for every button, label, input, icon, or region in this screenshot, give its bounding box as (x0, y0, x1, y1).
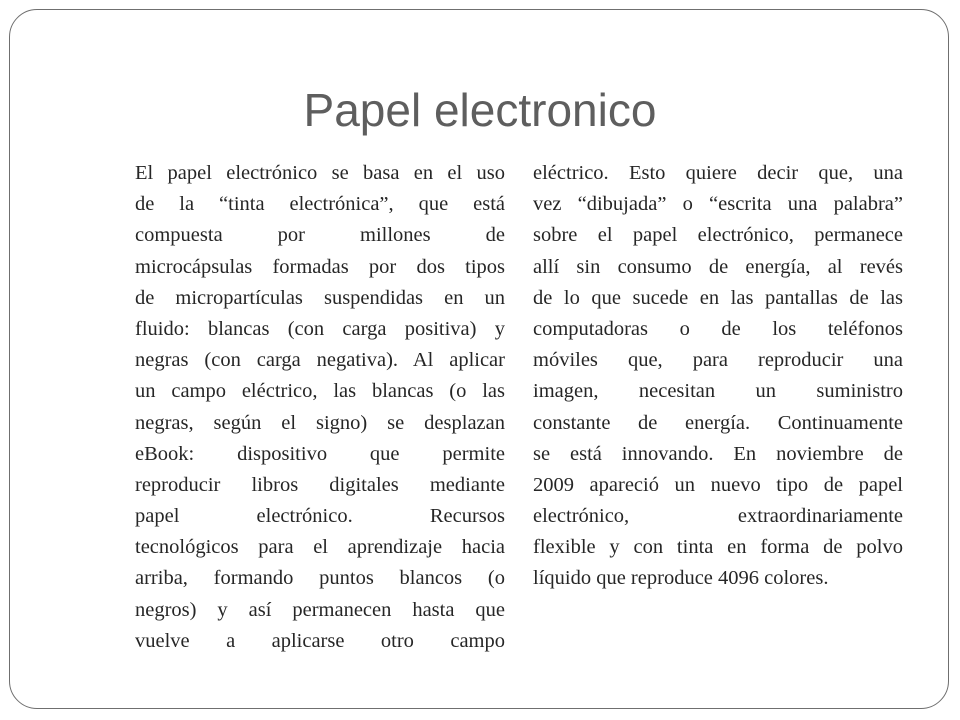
text-line: arriba, formando puntos blancos (o (135, 567, 505, 590)
text-line: constante de energía. Continuamente (533, 411, 903, 434)
text-line: negras, según el signo) se desplazan (135, 411, 505, 434)
text-line: móviles que, para reproducir una (533, 349, 903, 372)
text-line: negras (con carga negativa). Al aplicar (135, 349, 505, 372)
text-line: vez “dibujada” o “escrita una palabra” (533, 193, 903, 216)
text-line: tecnológicos para el aprendizaje hacia (135, 536, 505, 559)
text-line: sobre el papel electrónico, permanece (533, 224, 903, 247)
text-line: vuelve a aplicarse otro campo (135, 629, 505, 652)
text-line: líquido que reproduce 4096 colores. (533, 567, 829, 590)
right-text-column (533, 158, 903, 595)
text-line: reproducir libros digitales mediante (135, 473, 505, 496)
text-line: computadoras o de los teléfonos (533, 317, 903, 340)
text-line: fluido: blancas (con carga positiva) y (135, 317, 505, 340)
text-line: electrónico, extraordinariamente (533, 505, 903, 528)
text-line: se está innovando. En noviembre de (533, 442, 903, 465)
text-line: compuesta por millones de (135, 224, 505, 247)
text-line: 2009 apareció un nuevo tipo de papel (533, 473, 903, 496)
text-line: microcápsulas formadas por dos tipos (135, 255, 505, 278)
text-line: flexible y con tinta en forma de polvo (533, 536, 903, 559)
text-line: El papel electrónico se basa en el uso (135, 162, 505, 184)
text-line: un campo eléctrico, las blancas (o las (135, 380, 505, 403)
text-line: eléctrico. Esto quiere decir que, una (533, 162, 903, 184)
text-line: papel electrónico. Recursos (135, 505, 505, 528)
text-line: allí sin consumo de energía, al revés (533, 255, 903, 278)
slide-title: Papel electronico (303, 84, 657, 136)
text-line: eBook: dispositivo que permite (135, 442, 505, 465)
left-text-column (135, 158, 505, 657)
text-line: de lo que sucede en las pantallas de las (533, 286, 903, 309)
text-line: de micropartículas suspendidas en un (135, 286, 505, 309)
text-line: de la “tinta electrónica”, que está (135, 193, 505, 216)
text-line: imagen, necesitan un suministro (533, 380, 903, 403)
text-line: negros) y así permanecen hasta que (135, 598, 505, 621)
